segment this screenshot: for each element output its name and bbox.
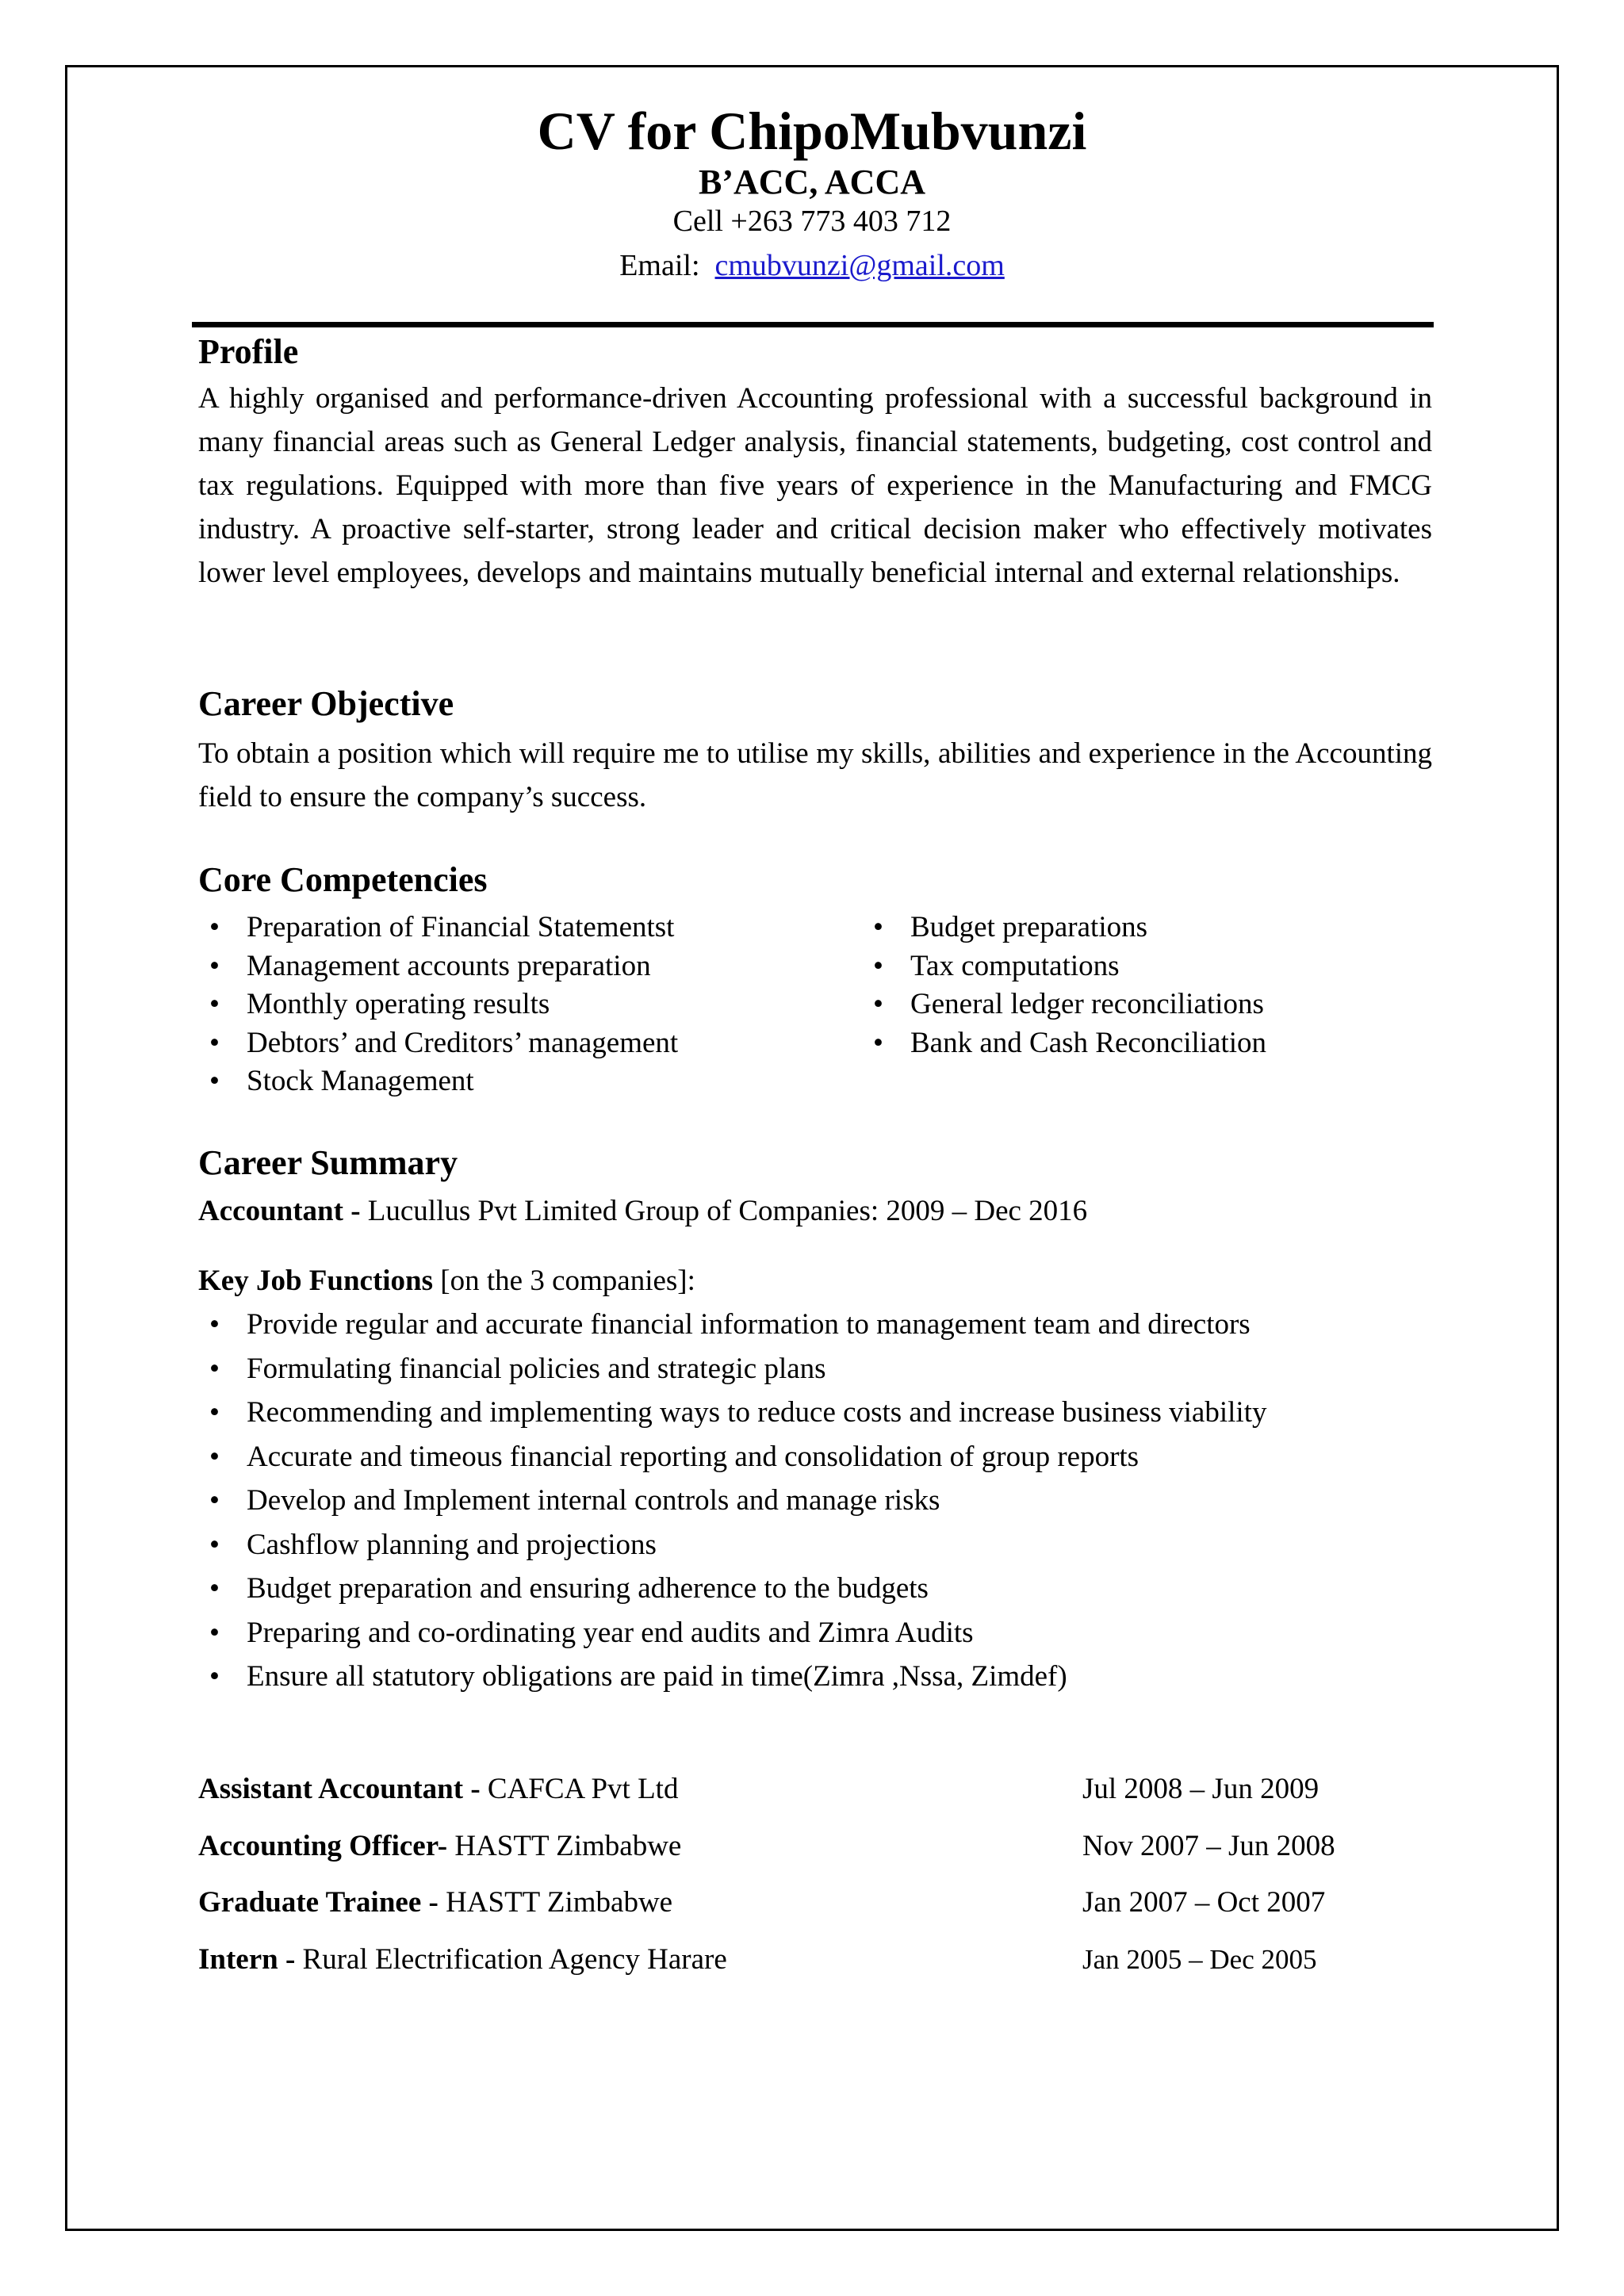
objective-heading: Career Objective [198,684,454,723]
email-link[interactable]: cmubvunzi@gmail.com [714,249,1005,282]
position-title: Intern - [198,1943,296,1976]
list-item: • Monthly operating results [198,985,678,1024]
header-divider [192,322,1434,327]
position-dates: Jan 2005 – Dec 2005 [1082,1944,1317,1975]
position-title: Assistant Accountant - [198,1773,481,1805]
competencies-heading: Core Competencies [198,860,488,899]
list-item: • Recommending and implementing ways to reduce costs and increase business viability [198,1391,1266,1435]
key-functions-note: [on the 3 companies]: [440,1265,695,1297]
current-position-detail: Lucullus Pvt Limited Group of Companies: 2009 – Dec 2016 [367,1195,1088,1227]
list-item: • Stock Management [198,1062,678,1101]
position-title: Accounting Officer- [198,1830,448,1862]
cv-title: CV for ChipoMubvunzi [537,101,1087,161]
list-item: • Ensure all statutory obligations are paid in time(Zimra ,Nssa, Zimdef) [198,1655,1266,1699]
position-row [198,1770,678,1809]
position-title: Graduate Trainee - [198,1886,439,1919]
list-item: • Tax computations [862,947,1266,986]
current-position-title: Accountant - [198,1195,361,1227]
qualifications: B’ACC, ACCA [699,163,925,201]
position-company: HASTT Zimbabwe [454,1830,682,1862]
profile-text: A highly organised and performance-driven Accounting professional with a successful background in many financial areas such as General Ledger analysis, financial statements, budgeting, cost control and tax regulations. Equipped with more than five years of experience in the Manufacturing and FMCG industry. A proactive self-starter, strong leader and critical decision maker who effectively motivates lower level employees, develops and maintains mutually beneficial internal and external relationships. [198,382,1432,589]
position-row [198,1827,681,1866]
list-item: • Accurate and timeous financial reporting and consolidation of group reports [198,1435,1266,1479]
objective-text: To obtain a position which will require me to utilise my skills, abilities and experience in the Accounting field to ensure the company’s success. [198,737,1432,813]
list-item: • General ledger reconciliations [862,985,1266,1024]
key-functions-list [198,1303,1266,1699]
list-item: • Provide regular and accurate financial information to management team and directors [198,1303,1266,1347]
competencies-left-list [198,909,678,1101]
list-item: • Budget preparation and ensuring adherence to the budgets [198,1567,1266,1611]
position-dates: Jul 2008 – Jun 2009 [1082,1773,1320,1805]
list-item: • Management accounts preparation [198,947,678,986]
position-row [198,1883,672,1923]
email-label: Email: [619,249,700,282]
list-item: • Bank and Cash Reconciliation [862,1024,1266,1063]
career-heading: Career Summary [198,1143,458,1182]
list-item: • Budget preparations [862,909,1266,947]
key-functions-title: Key Job Functions [198,1265,434,1297]
list-item: • Develop and Implement internal controls and manage risks [198,1479,1266,1523]
cell-number: Cell +263 773 403 712 [672,205,952,238]
profile-heading: Profile [198,332,299,371]
current-position [198,1192,1087,1231]
list-item: • Debtors’ and Creditors’ management [198,1024,678,1063]
position-dates: Nov 2007 – Jun 2008 [1082,1830,1335,1862]
list-item: • Cashflow planning and projections [198,1523,1266,1567]
position-row [198,1940,727,1980]
list-item: • Preparing and co-ordinating year end audits and Zimra Audits [198,1611,1266,1655]
position-company: Rural Electrification Agency Harare [302,1943,727,1976]
position-company: CAFCA Pvt Ltd [487,1773,679,1805]
key-functions-label [198,1261,695,1301]
email-line [0,244,1624,287]
position-company: HASTT Zimbabwe [446,1886,673,1919]
position-dates: Jan 2007 – Oct 2007 [1082,1886,1326,1919]
list-item: • Formulating financial policies and strategic plans [198,1347,1266,1391]
competencies-right-list [862,909,1266,1062]
list-item: • Preparation of Financial Statementst [198,909,678,947]
